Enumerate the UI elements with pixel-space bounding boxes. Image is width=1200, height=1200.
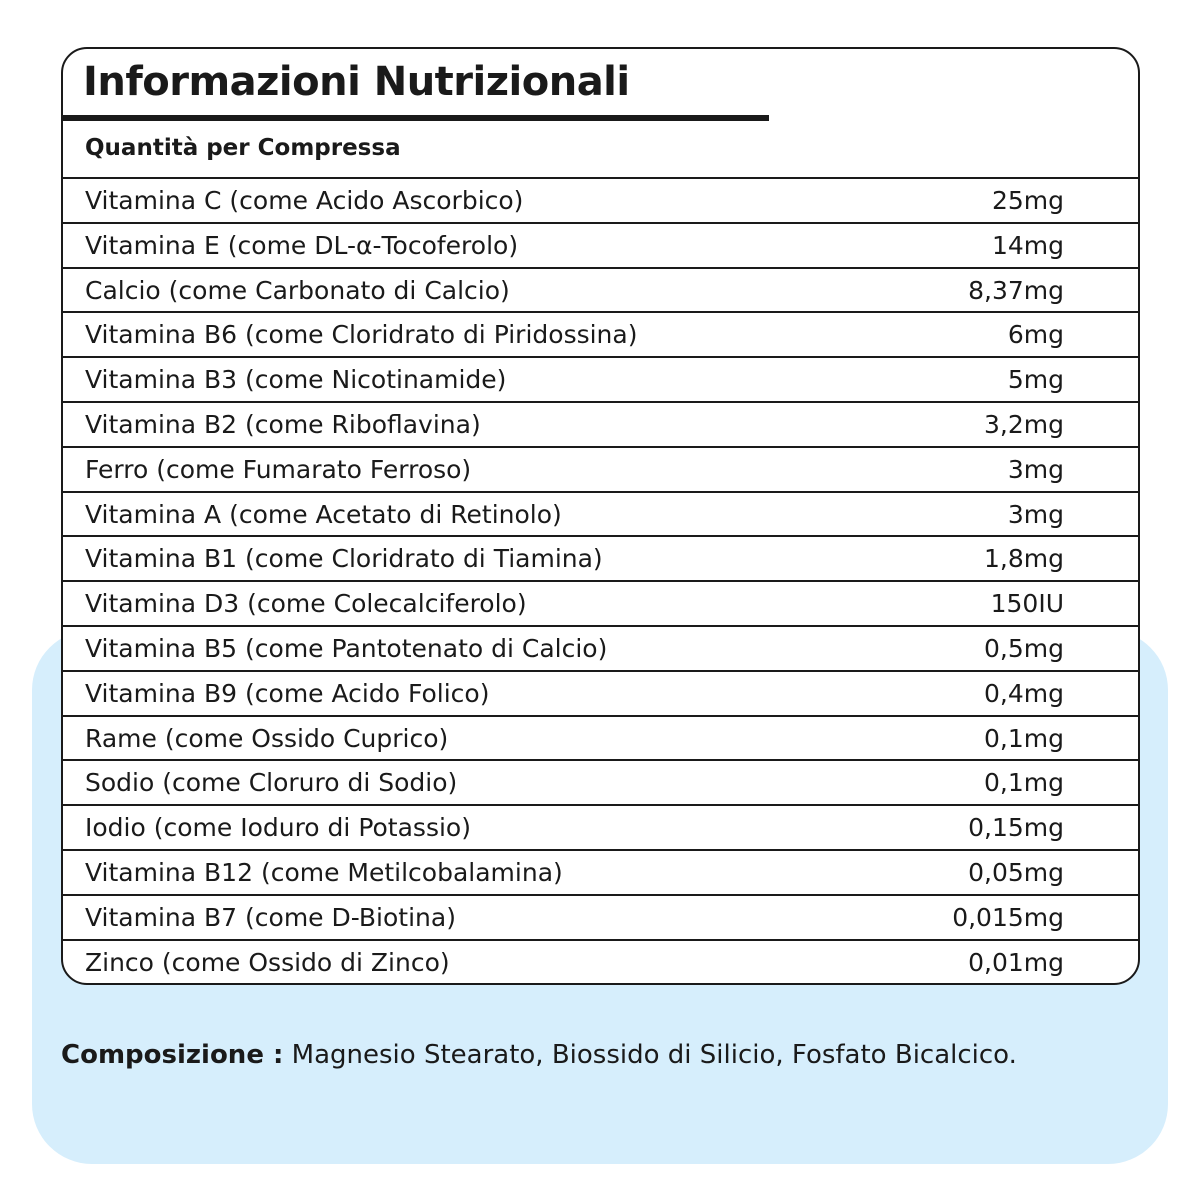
nutrient-row	[63, 222, 1138, 267]
nutrient-amount: 0,5mg	[984, 633, 1064, 663]
nutrient-amount: 0,4mg	[984, 678, 1064, 708]
nutrient-name: Vitamina B9 (come Acido Folico)	[85, 678, 490, 708]
title-rule	[63, 115, 769, 121]
nutrient-amount: 5mg	[1007, 365, 1064, 395]
composition-label: Composizione :	[61, 1040, 284, 1070]
nutrient-row	[63, 491, 1138, 536]
nutrient-row	[63, 804, 1138, 849]
nutrient-amount: 1,8mg	[984, 544, 1064, 574]
nutrient-row	[63, 759, 1138, 804]
nutrient-row	[63, 939, 1138, 984]
nutrient-row	[63, 849, 1138, 894]
nutrient-name: Iodio (come Ioduro di Potassio)	[85, 813, 471, 843]
nutrient-row	[63, 356, 1138, 401]
nutrient-name: Vitamina B6 (come Cloridrato di Piridossina)	[85, 320, 638, 350]
nutrient-amount: 0,15mg	[968, 813, 1064, 843]
nutrition-facts-card	[61, 47, 1140, 985]
nutrient-row	[63, 267, 1138, 312]
nutrient-row	[63, 625, 1138, 670]
nutrient-row	[63, 580, 1138, 625]
nutrient-amount: 0,015mg	[952, 902, 1064, 932]
nutrient-row	[63, 715, 1138, 760]
nutrient-amount: 0,1mg	[984, 723, 1064, 753]
nutrient-name: Vitamina D3 (come Colecalciferolo)	[85, 589, 527, 619]
nutrient-amount: 3mg	[1007, 499, 1064, 529]
nutrient-row	[63, 894, 1138, 939]
nutrient-name: Vitamina E (come DL-α-Tocoferolo)	[85, 230, 519, 260]
composition-text: Magnesio Stearato, Biossido di Silicio, Fosfato Bicalcico.	[291, 1040, 1017, 1070]
nutrient-amount: 6mg	[1007, 320, 1064, 350]
nutrient-amount: 14mg	[991, 230, 1064, 260]
nutrient-name: Vitamina B1 (come Cloridrato di Tiamina)	[85, 544, 603, 574]
nutrient-name: Sodio (come Cloruro di Sodio)	[85, 768, 458, 798]
nutrient-name: Rame (come Ossido Cuprico)	[85, 723, 449, 753]
nutrient-table	[63, 177, 1138, 983]
nutrient-amount: 25mg	[991, 186, 1064, 215]
nutrient-name: Calcio (come Carbonato di Calcio)	[85, 275, 510, 305]
nutrient-amount: 0,05mg	[968, 857, 1064, 887]
nutrient-row	[63, 670, 1138, 715]
nutrient-name: Zinco (come Ossido di Zinco)	[85, 947, 450, 977]
serving-subheader: Quantità per Compressa	[85, 135, 401, 161]
nutrient-amount: 3,2mg	[984, 409, 1064, 439]
nutrient-name: Vitamina B2 (come Riboflavina)	[85, 409, 481, 439]
nutrient-row	[63, 446, 1138, 491]
composition-line	[61, 1040, 1017, 1070]
nutrient-row	[63, 177, 1138, 222]
nutrient-name: Vitamina B5 (come Pantotenato di Calcio)	[85, 633, 608, 663]
nutrient-row	[63, 401, 1138, 446]
nutrient-amount: 8,37mg	[968, 275, 1064, 305]
nutrient-name: Ferro (come Fumarato Ferroso)	[85, 454, 472, 484]
nutrient-amount: 3mg	[1007, 454, 1064, 484]
nutrient-row	[63, 311, 1138, 356]
nutrient-name: Vitamina C (come Acido Ascorbico)	[85, 186, 524, 215]
nutrient-name: Vitamina A (come Acetato di Retinolo)	[85, 499, 562, 529]
nutrient-row	[63, 535, 1138, 580]
nutrient-amount: 0,1mg	[984, 768, 1064, 798]
nutrient-amount: 0,01mg	[968, 947, 1064, 977]
nutrient-name: Vitamina B3 (come Nicotinamide)	[85, 365, 507, 395]
card-title: Informazioni Nutrizionali	[83, 59, 630, 105]
nutrient-name: Vitamina B7 (come D-Biotina)	[85, 902, 456, 932]
nutrient-name: Vitamina B12 (come Metilcobalamina)	[85, 857, 563, 887]
nutrient-amount: 150IU	[990, 589, 1064, 619]
